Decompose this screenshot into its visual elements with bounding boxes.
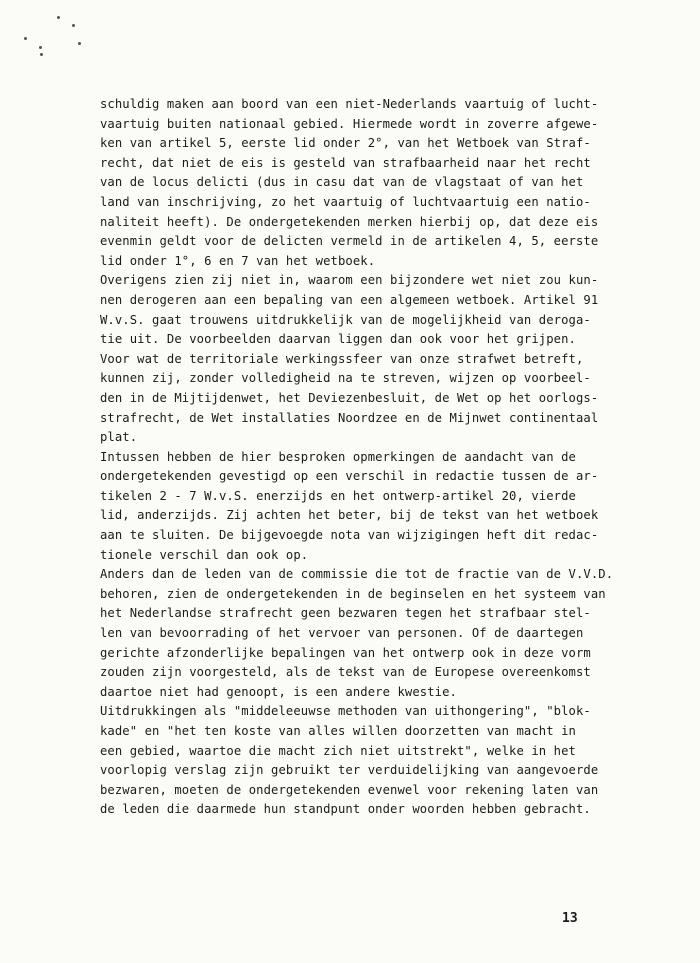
text-line: strafrecht, de Wet installaties Noordzee en de Mijnwet continentaal	[100, 410, 599, 425]
text-line: land van inschrijving, zo het vaartuig of luchtvaartuig een natio-	[100, 194, 591, 209]
text-line: Uitdrukkingen als "middeleeuwse methoden van uithongering", "blok-	[100, 704, 591, 719]
text-line: lid, anderzijds. Zij achten het beter, bij de tekst van het wetboek	[100, 508, 599, 523]
text-line: ken van artikel 5, eerste lid onder 2°, van het Wetboek van Straf-	[100, 136, 591, 151]
scan-speck	[39, 46, 42, 49]
text-line: schuldig maken aan boord van een niet-Nederlands vaartuig of lucht-	[100, 97, 599, 111]
text-line: nen derogeren aan een bepaling van een algemeen wetboek. Artikel 91	[100, 292, 599, 307]
text-line: behoren, zien de ondergetekenden in de beginselen en het systeem van	[100, 586, 606, 601]
text-line: tionele verschil dan ook op.	[100, 547, 309, 562]
text-line: de leden die daarmede hun standpunt onder woorden hebben gebracht.	[100, 802, 591, 817]
text-line: naliteit heeft). De ondergetekenden merken hierbij op, dat deze eis	[100, 214, 599, 229]
scan-speck	[24, 37, 27, 40]
text-line: plat.	[100, 430, 138, 445]
text-line: tie uit. De voorbeelden daarvan liggen dan ook voor het grijpen.	[100, 332, 576, 347]
text-line: evenmin geldt voor de delicten vermeld in de artikelen 4, 5, eerste	[100, 234, 599, 249]
text-line: tikelen 2 - 7 W.v.S. enerzijds en het ontwerp-artikel 20, vierde	[100, 488, 576, 503]
scan-speck	[78, 42, 81, 45]
text-line: kade" en "het ten koste van alles willen doorzetten van macht in	[100, 724, 576, 738]
page-number: 13	[562, 911, 578, 926]
text-line: een gebied, waartoe die macht zich niet uitstrekt", welke in het	[100, 743, 576, 758]
text-line: Overigens zien zij niet in, waarom een bijzondere wet niet zou kun-	[100, 273, 599, 288]
text-line: recht, dat niet de eis is gesteld van strafbaarheid naar het recht	[100, 155, 591, 170]
scan-speck	[40, 53, 43, 56]
text-line: zouden zijn voorgesteld, als de tekst van de Europese overeenkomst	[100, 665, 591, 680]
body-text	[100, 95, 670, 820]
text-line: kunnen zij, zonder volledigheid na te streven, wijzen op voorbeel-	[100, 371, 591, 386]
scan-speck	[57, 16, 60, 19]
text-line: gerichte afzonderlijke bepalingen van het ontwerp ook in deze vorm	[100, 645, 591, 660]
text-line: ondergetekenden gevestigd op een verschil in redactie tussen de ar-	[100, 469, 599, 484]
text-line: den in de Mijtijdenwet, het Deviezenbesluit, de Wet op het oorlogs-	[100, 390, 599, 405]
text-line: bezwaren, moeten de ondergetekenden evenwel voor rekening laten van	[100, 782, 599, 797]
text-line: W.v.S. gaat trouwens uitdrukkelijk van de mogelijkheid van deroga-	[100, 312, 591, 327]
scan-speck	[72, 24, 75, 27]
text-line: voorlopig verslag zijn gebruikt ter verduidelijking van aangevoerde	[100, 763, 599, 778]
text-line: vaartuig buiten nationaal gebied. Hiermede wordt in zoverre afgewe-	[100, 116, 599, 131]
text-line: Anders dan de leden van de commissie die tot de fractie van de V.V.D.	[100, 567, 614, 582]
text-line: lid onder 1°, 6 en 7 van het wetboek.	[100, 253, 376, 268]
text-line: van de locus delicti (dus in casu dat van de vlagstaat of van het	[100, 175, 584, 190]
text-line: len van bevoorrading of het vervoer van personen. Of de daartegen	[100, 626, 584, 641]
text-line: Intussen hebben de hier besproken opmerkingen de aandacht van de	[100, 449, 576, 464]
text-line: het Nederlandse strafrecht geen bezwaren tegen het strafbaar stel-	[100, 606, 591, 621]
text-line: Voor wat de territoriale werkingssfeer van onze strafwet betreft,	[100, 351, 584, 366]
text-line: aan te sluiten. De bijgevoegde nota van wijzigingen heft dit redac-	[100, 528, 599, 543]
text-line: daartoe niet had genoopt, is een andere kwestie.	[100, 684, 457, 699]
